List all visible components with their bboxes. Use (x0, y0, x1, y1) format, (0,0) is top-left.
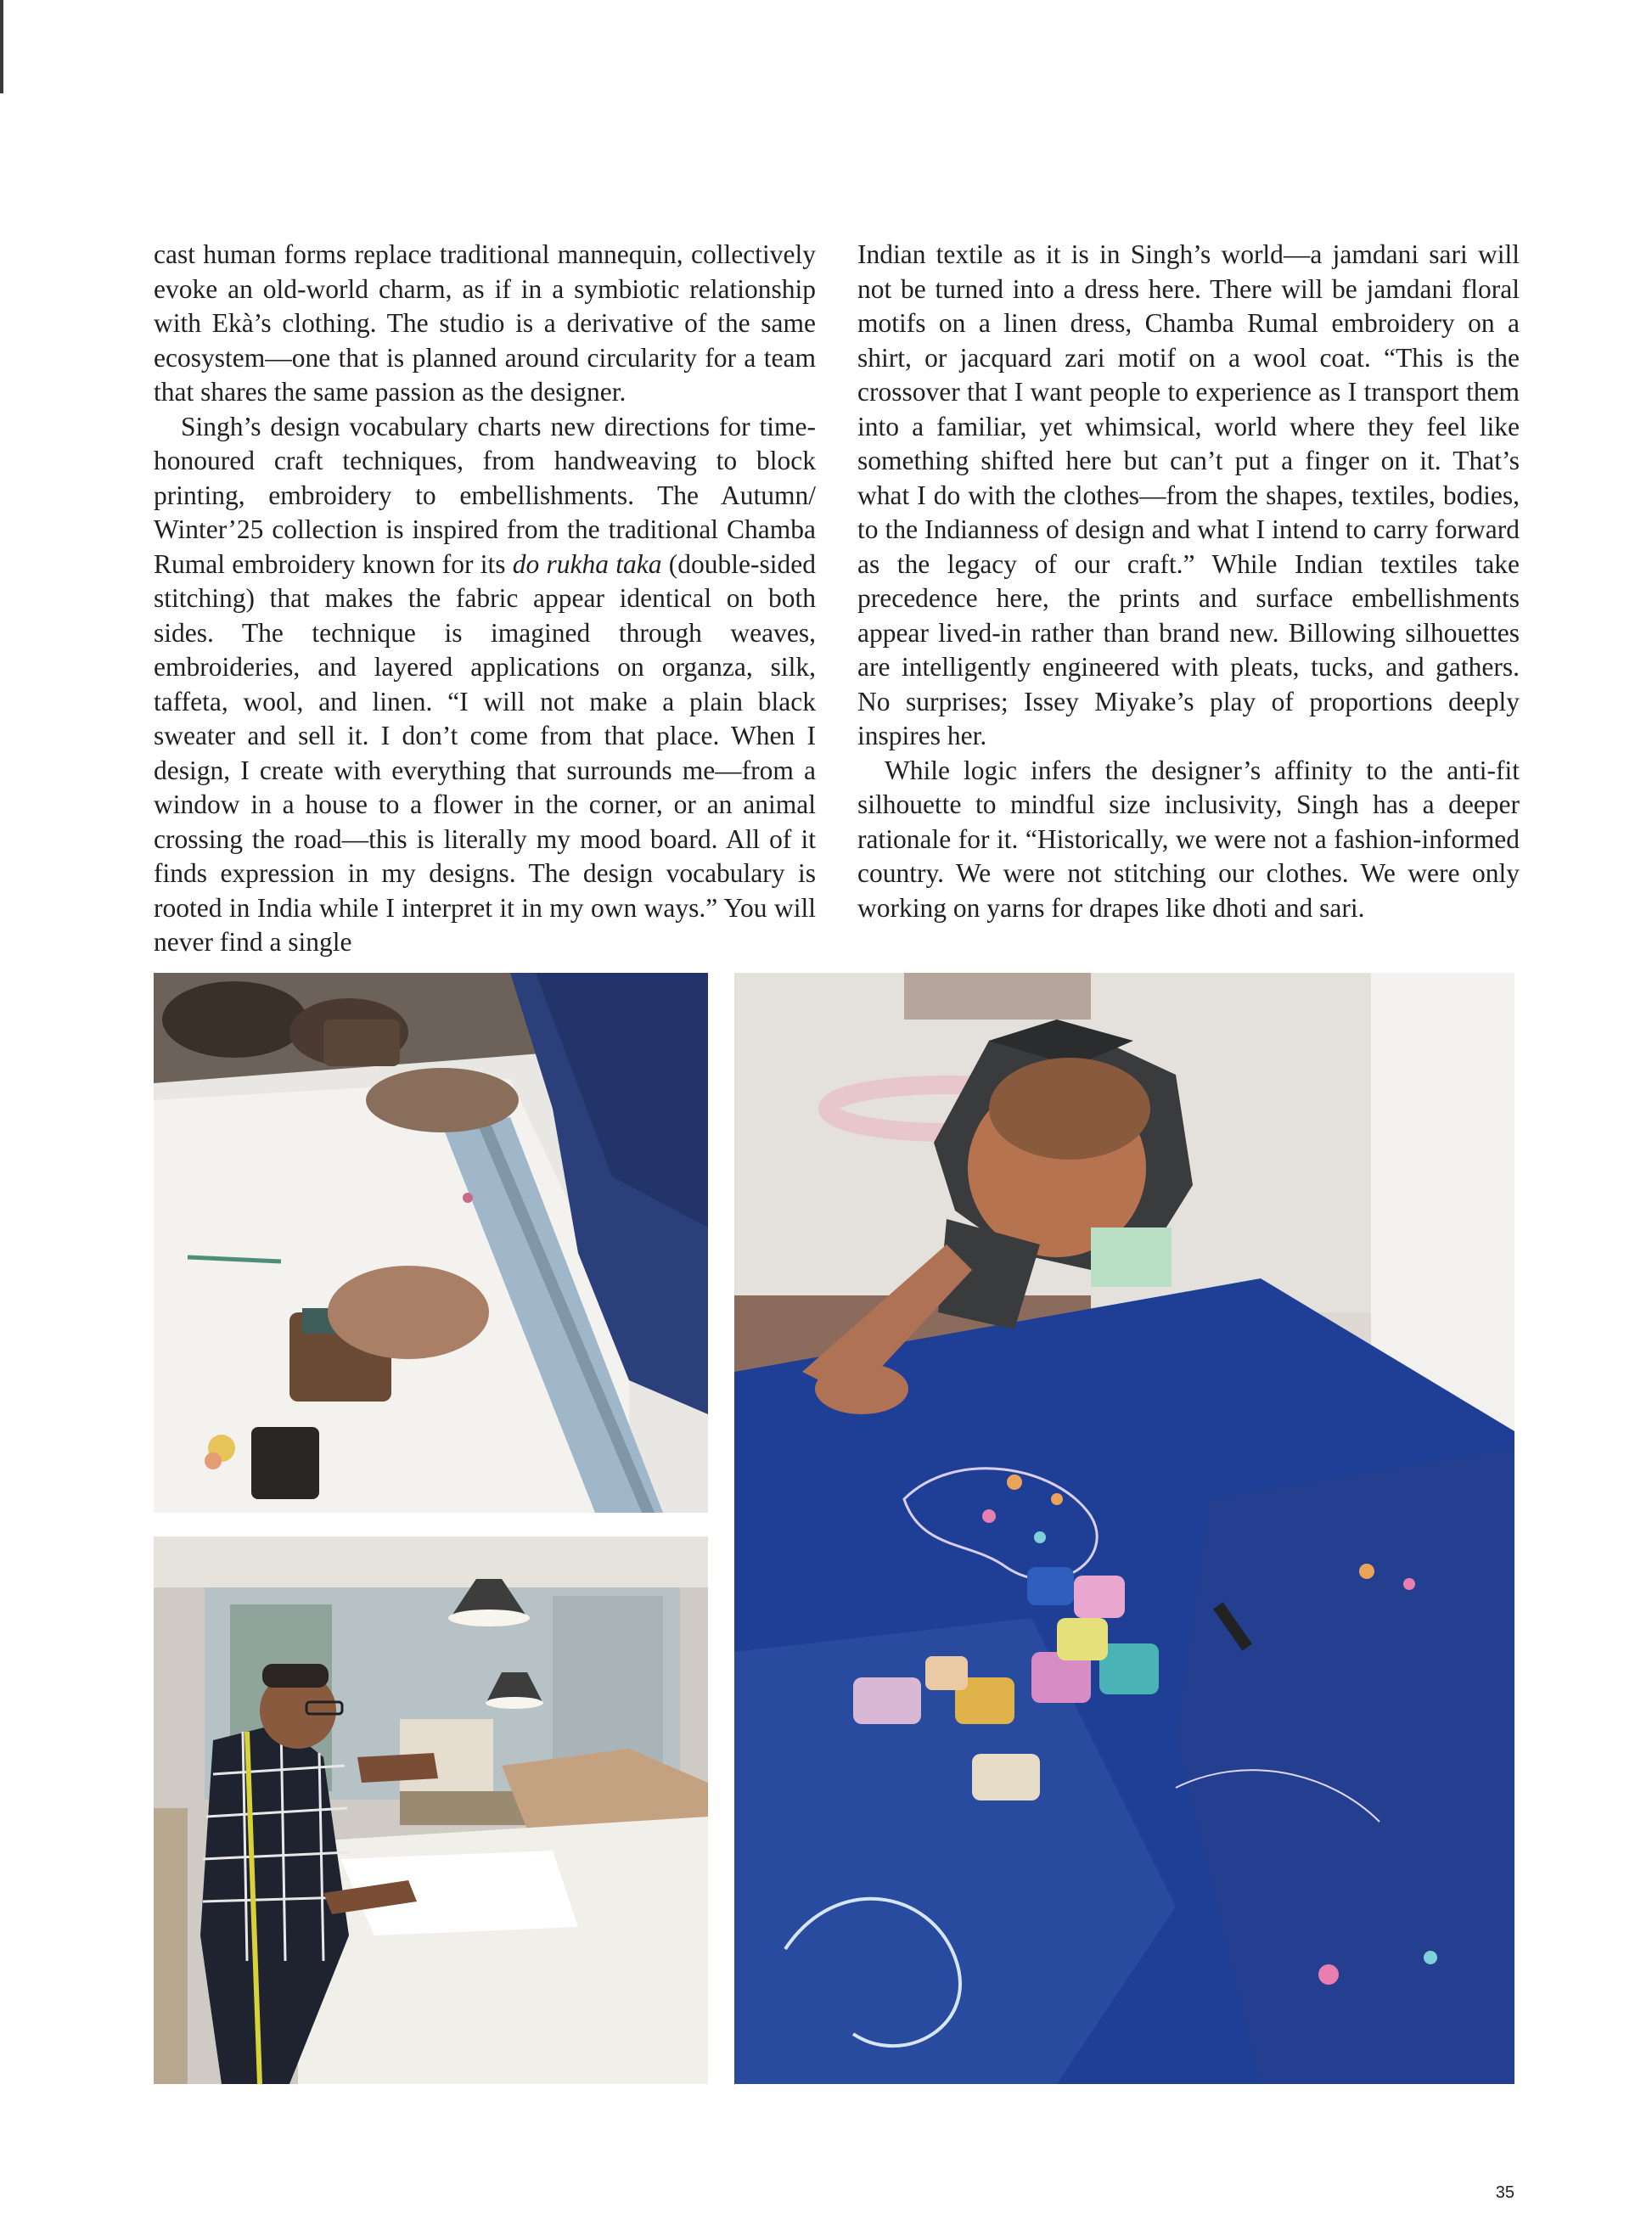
article-column-left (154, 238, 816, 960)
photo-block-printing (154, 973, 708, 1513)
photo-embroidery-artisan (734, 973, 1514, 2084)
body-text: (double-sided stitching) that makes the fabric appear identical on both sides. The technique is imagined through weaves, embroideries, and layered applications on organza, silk, taffeta, wool, and linen. “I will not make a plain black sweater and sell it. I don’t come from that place. When I design, I create with everything that surrounds me—from a window in a house to a flower in the corner, or an animal crossing the road—this is literally my mood board. All of it finds expression in my designs. The design vocabulary is rooted in India while I interpret it in my own ways.” You will never find a single (154, 548, 816, 957)
article-column-right (857, 238, 1520, 925)
body-paragraph (154, 410, 816, 960)
italic-term: do rukha taka (512, 548, 662, 579)
page-edge-rule (0, 0, 3, 93)
photo-workshop-cutting (154, 1536, 708, 2084)
body-paragraph: cast human forms replace traditional mannequin, collectively evoke an old-world charm, as if in a symbiotic relationship with Ekà’s clothing. The studio is a derivative of the same ecosystem—one that is planned around circularity for a team that shares the same passion as the designer. (154, 239, 816, 407)
page-number: 35 (1495, 2183, 1514, 2202)
body-paragraph: While logic infers the designer’s affinity to the anti-fit silhouette to mindful size inclusivity, Singh has a deeper rationale for it. “Historically, we were not a fashion-informed country. We were not stitching our clothes. We were only working on yarns for drapes like dhoti and sari. (857, 755, 1520, 923)
body-text: Singh’s design vocabulary charts new directions for time-honoured craft techniques, from handweaving to block printing, embroidery to embellishments. The Autumn/ Winter’25 collection is inspired from the traditional Chamba Rumal embroidery known for its (154, 411, 816, 579)
body-paragraph: Indian textile as it is in Singh’s world—a jamdani sari will not be turned into a dress here. There will be jamdani floral motifs on a linen dress, Chamba Rumal embroidery on a shirt, or jacquard zari motif on a wool coat. “This is the crossover that I want people to experience as I transport them into a familiar, yet whimsical, world where they feel like something shifted here but can’t put a finger on it. That’s what I do with the clothes—from the shapes, textiles, bodies, to the Indianness of design and what I intend to carry forward as the legacy of our craft.” While Indian textiles take precedence here, the prints and surface embellishments appear lived-in rather than brand new. Billowing silhouettes are intelligently engineered with pleats, tucks, and gathers. No surprises; Issey Miyake’s play of proportions deeply inspires her. (857, 239, 1520, 750)
